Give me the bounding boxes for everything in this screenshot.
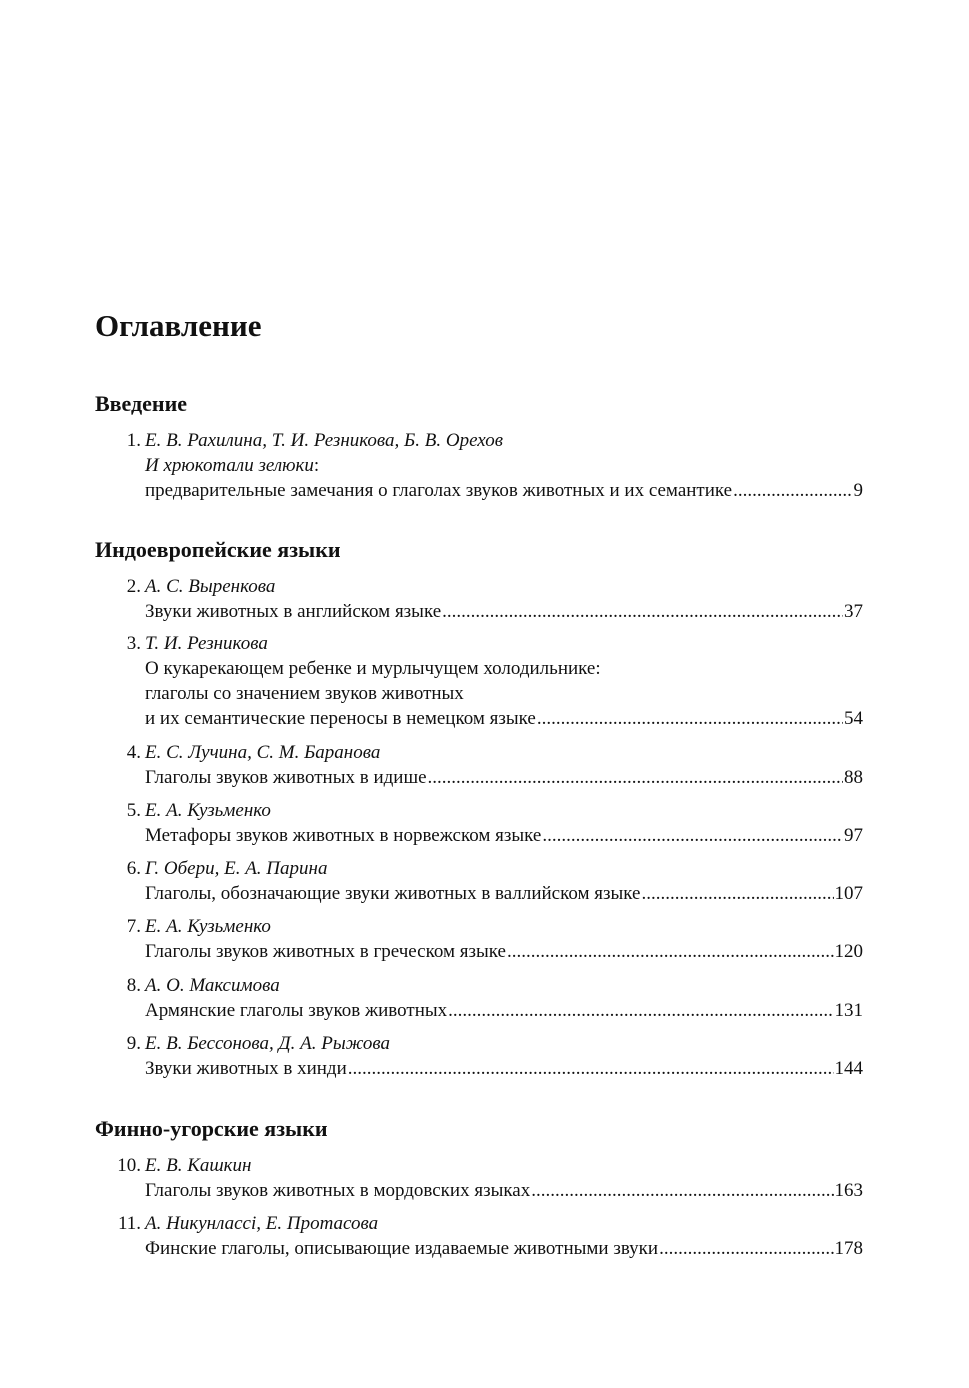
section-heading: Финно-угорские языки	[95, 1116, 328, 1141]
page-number: 107	[834, 883, 863, 904]
entry-number: 9.	[126, 1033, 141, 1054]
entry-leader-line[interactable]	[145, 1178, 863, 1203]
entry-title: предварительные замечания о глаголах звуков животных и их семантике	[145, 480, 733, 501]
dot-leader	[542, 823, 843, 848]
entry-title-line: О кукарекающем ребенке и мурлычущем холодильнике:	[145, 658, 601, 679]
toc-entry[interactable]	[95, 914, 863, 964]
toc-entry[interactable]	[95, 1211, 863, 1261]
dot-leader	[442, 599, 843, 624]
dot-leader	[428, 765, 843, 790]
entry-leader-line[interactable]	[145, 599, 863, 624]
toc-entry[interactable]	[95, 856, 863, 906]
page-number: 9	[853, 480, 863, 501]
entry-leader-line[interactable]	[145, 1236, 863, 1261]
dot-leader	[641, 881, 833, 906]
entry-authors: Е. С. Лучина, С. М. Баранова	[145, 742, 381, 763]
page-number: 54	[844, 708, 863, 729]
entry-authors: А. О. Максимова	[145, 975, 280, 996]
entry-authors: А. Никунлассi, Е. Протасова	[145, 1213, 379, 1234]
page-number: 178	[834, 1238, 863, 1259]
toc-entry[interactable]	[95, 631, 863, 731]
entry-authors: Г. Обери, Е. А. Парина	[145, 858, 328, 879]
entry-title-punct: :	[313, 455, 320, 476]
entry-title: и их семантические переносы в немецком языке	[145, 708, 536, 729]
entry-number: 3.	[126, 633, 141, 654]
entry-number: 8.	[126, 975, 141, 996]
entry-leader-line[interactable]	[145, 881, 863, 906]
entry-number: 10.	[117, 1155, 141, 1176]
page-number: 120	[834, 941, 863, 962]
dot-leader	[733, 478, 852, 503]
page-number: 97	[844, 825, 863, 846]
entry-number: 6.	[126, 858, 141, 879]
dot-leader	[537, 706, 843, 731]
dot-leader	[507, 939, 834, 964]
entry-number: 5.	[126, 800, 141, 821]
page-number: 88	[844, 767, 863, 788]
entry-title: Звуки животных в хинди	[145, 1058, 347, 1079]
entry-title: Глаголы звуков животных в идише	[145, 767, 427, 788]
dot-leader	[659, 1236, 833, 1261]
entry-authors: Е. А. Кузьменко	[145, 916, 271, 937]
entry-title-line	[145, 453, 319, 478]
toc-entry[interactable]	[95, 428, 863, 503]
entry-italic-title: И хрюкотали зелюки	[145, 455, 314, 476]
entry-leader-line[interactable]	[145, 1056, 863, 1081]
entry-title: Глаголы звуков животных в мордовских языках	[145, 1180, 531, 1201]
entry-leader-line[interactable]	[145, 478, 863, 503]
entry-leader-line[interactable]	[145, 998, 863, 1023]
dot-leader	[531, 1178, 833, 1203]
entry-title: Глаголы звуков животных в греческом языке	[145, 941, 506, 962]
entry-authors: Е. А. Кузьменко	[145, 800, 271, 821]
entry-title: Метафоры звуков животных в норвежском языке	[145, 825, 542, 846]
entry-title: Финские глаголы, описывающие издаваемые животными звуки	[145, 1238, 659, 1259]
entry-title-line: глаголы со значением звуков животных	[145, 683, 464, 704]
entry-authors: Т. И. Резникова	[145, 633, 268, 654]
entry-leader-line[interactable]	[145, 823, 863, 848]
toc-entry[interactable]	[95, 798, 863, 848]
entry-authors: А. С. Выренкова	[145, 576, 276, 597]
entry-leader-line[interactable]	[145, 706, 863, 731]
page-number: 144	[834, 1058, 863, 1079]
entry-title: Армянские глаголы звуков животных	[145, 1000, 448, 1021]
entry-authors: Е. В. Кашкин	[145, 1155, 252, 1176]
entry-number: 4.	[126, 742, 141, 763]
page-title: Оглавление	[95, 308, 262, 343]
entry-authors: Е. В. Рахилина, Т. И. Резникова, Б. В. Орехов	[145, 430, 503, 451]
entry-title: Звуки животных в английском языке	[145, 601, 442, 622]
entry-number: 11.	[117, 1213, 141, 1234]
dot-leader	[348, 1056, 834, 1081]
page-number: 37	[844, 601, 863, 622]
dot-leader	[448, 998, 833, 1023]
toc-entry[interactable]	[95, 1153, 863, 1203]
entry-authors: Е. В. Бессонова, Д. А. Рыжова	[145, 1033, 391, 1054]
entry-title: Глаголы, обозначающие звуки животных в валлийском языке	[145, 883, 641, 904]
toc-entry[interactable]	[95, 973, 863, 1023]
page-number: 163	[834, 1180, 863, 1201]
entry-number: 2.	[126, 576, 141, 597]
section-heading: Индоевропейские языки	[95, 537, 341, 562]
section-heading: Введение	[95, 391, 188, 416]
toc-entry[interactable]	[95, 1031, 863, 1081]
page-number: 131	[834, 1000, 863, 1021]
entry-leader-line[interactable]	[145, 939, 863, 964]
entry-number: 1.	[126, 430, 141, 451]
toc-entry[interactable]	[95, 574, 863, 624]
entry-number: 7.	[126, 916, 141, 937]
toc-entry[interactable]	[95, 740, 863, 790]
entry-leader-line[interactable]	[145, 765, 863, 790]
